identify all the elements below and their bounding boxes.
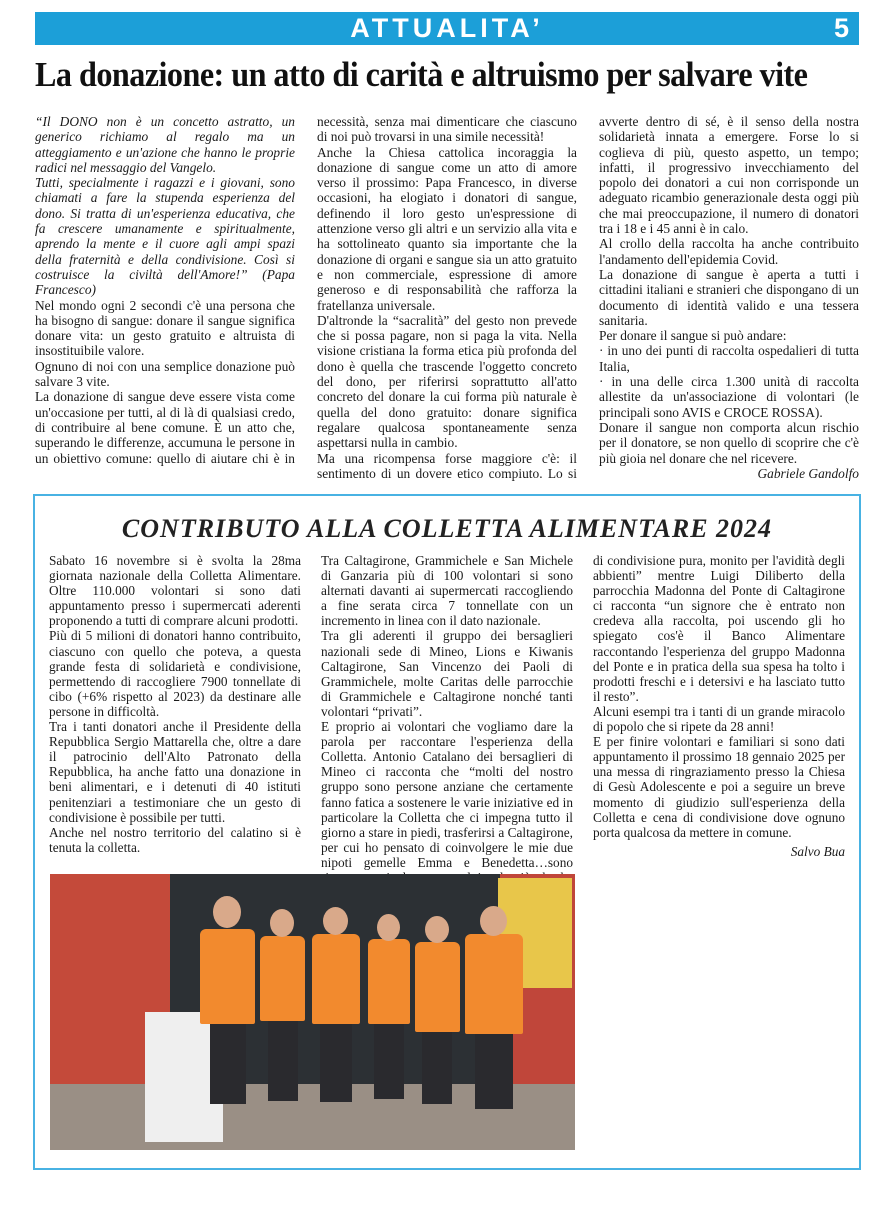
article-author: Gabriele Gandolfo	[757, 465, 859, 481]
volunteer-figure	[200, 929, 255, 1024]
volunteer-legs	[422, 1032, 452, 1104]
volunteer-figure	[260, 936, 305, 1021]
article-list-item: · in una delle circa 1.300 unità di raccolta allestite da un'associazione di volontari (le principali sono AVIS e CROCE ROSSA).	[599, 374, 859, 420]
article-headline: La donazione: un atto di carità e altruismo per salvare vite	[35, 55, 808, 94]
article-list-item: · in uno dei punti di raccolta ospedalieri di tutta Italia,	[599, 343, 859, 374]
article-paragraph: Nel mondo ogni 2 secondi c'è una persona che ha bisogno di sangue: donare il sangue significa donare vita: un gesto gratuito e altruista di insostituibile valore.	[35, 297, 295, 359]
volunteer-head	[270, 909, 294, 937]
volunteer-legs	[374, 1024, 404, 1099]
box-paragraph: E per finire volontari e familiari si sono dati appuntamento il prossimo 18 gennaio 2025 per una messa di ringraziamento presso la Chiesa di Gesù Adolescente e poi a seguire un breve momento di giudizio sull'esperienza della Colletta e cena di condivisione dove ognuno porta qualcosa da mettere in comune.	[593, 734, 845, 840]
box-paragraph: di condivisione pura, monito per l'avidità degli abbienti” mentre Luigi Diliberto della parrocchia Madonna del Ponte di Caltagirone ci racconta “un signore che è entrato non credeva alla raccolta, poi uscendo gli ho spiegato cos'è il Banco Alimentare raccontando l'esperienza del gruppo Madonna del Ponte e in pratica della sua spesa ha tolto i prodotti freschi e i detersivi e ha lasciato tutto il resto”.	[593, 553, 845, 704]
box-paragraph: Più di 5 milioni di donatori hanno contribuito, ciascuno con quello che poteva, a questa grande festa di solidarietà e condivisione, permettendo di raccogliere 7900 tonnellate di cibo (+6% rispetto al 2023) da destinare alle persone in difficoltà.	[49, 628, 301, 719]
article-quote: “Il DONO non è un concetto astratto, un generico richiamo al regalo ma un atteggiamento e un'azione che hanno le proprie radici nel messaggio del Vangelo.	[35, 114, 295, 175]
volunteer-legs	[210, 1024, 246, 1104]
volunteer-legs	[268, 1021, 298, 1101]
article-paragraph: Donare il sangue non comporta alcun rischio per il donatore, se non quello di scoprire che c'è più gioia nel donare che nel ricevere.	[599, 419, 859, 466]
volunteer-head	[377, 914, 400, 941]
volunteer-figure	[415, 942, 460, 1032]
volunteer-legs	[475, 1034, 513, 1109]
box-paragraph: Anche nel nostro territorio del calatino si è tenuta la colletta.	[49, 824, 301, 855]
page-number: 5	[833, 13, 849, 43]
box-paragraph: Tra Caltagirone, Grammichele e San Michele di Ganzaria più di 100 volontari si sono alternati davanti ai supermercati raccogliendo a fine serata circa 7 tonnellate con un incremento in linea con il dato nazionale.	[321, 553, 573, 629]
article-paragraph: Al crollo della raccolta ha anche contribuito l'andamento dell'epidemia Covid.	[599, 236, 859, 267]
volunteer-figure	[368, 939, 410, 1024]
volunteer-head	[480, 906, 507, 936]
volunteers-photo	[50, 874, 575, 1150]
box-paragraph: E proprio ai volontari che vogliamo dare la parola per raccontare l'esperienza della Colletta. Antonio Catalano dei bersaglieri di Mineo ci racconta che “molti del nostro gruppo sono persone anziane che certamente fanno fatica a sostenere le varie iniziative ed in particolare la Colletta che ci impegna tutto il giorno a stare in piedi, trasferirsi a Caltagirone, per cui ho pensato di coinvolgere le mie due nipoti gemelle Emma e Benedetta…sono	[321, 719, 573, 870]
box-paragraph: Tra gli aderenti il gruppo dei bersaglieri nazionali sede di Mineo, Lions e Kiwanis Caltagirone, San Vincenzo dei Paoli di Grammichele, molte Caritas delle parrocchie di Grammichele e Caltagirone nonché tanti volontari “privati”.	[321, 628, 573, 719]
volunteer-figure	[312, 934, 360, 1024]
article-paragraph: Ognuno di noi con una semplice donazione può salvare 3 vite.	[35, 358, 295, 390]
box-author: Salvo Bua	[790, 843, 845, 859]
volunteer-figure	[465, 934, 523, 1034]
article-paragraph: Per donare il sangue si può andare:	[599, 328, 787, 344]
volunteer-head	[425, 916, 449, 943]
box-title: CONTRIBUTO ALLA COLLETTA ALIMENTARE 2024	[121, 514, 773, 543]
box-paragraph: Sabato 16 novembre si è svolta la 28ma giornata nazionale della Colletta Alimentare. Oltre 110.000 volontari si sono dati appuntamento presso i supermercati aderenti proponendo a tutti di comprare alcuni prodotti.	[49, 553, 301, 629]
article-paragraph: La donazione di sangue è aperta a tutti i cittadini italiani e stranieri che dispongano di un documento di identità valido e una tessera sanitaria.	[599, 266, 859, 328]
volunteer-head	[323, 907, 348, 935]
article-paragraph: Anche la Chiesa cattolica incoraggia la donazione di sangue come un atto di amore verso il prossimo: Papa Francesco, in diverse occasioni, ha elogiato i donatori di sangue, definendo il loro gesto un'espressione di attenzione verso gli altri e un servizio alla vita e ha sottolineato quanto sia importante che la donazione di organi e sangue sia un atto gratuito e non commerciale, espressione di amore generoso e di responsabilità che rafforza la fratellanza universale.	[317, 144, 577, 313]
section-header-bar	[35, 12, 859, 45]
box-paragraph: Alcuni esempi tra i tanti di un grande miracolo di popolo che si ripete da 28 anni!	[593, 703, 845, 735]
article-paragraph: Ma una ricompensa forse maggiore c'è: il sentimento di un dovere etico compiuto. Lo si avverte dentro di sé, è il senso della nostra solidarietà innata a emergere. Forse lo si coglieva di più, questo aspetto, un tempo; infatti, il progressivo invecchiamento del popolo dei donatori a cui non corrisponde un adeguato ricambio generazionale desta oggi più che mai preoccupazione, il numero di donatori tra i 18 e i 45 anni è in calo.	[317, 114, 859, 481]
section-title: ATTUALITA’	[350, 13, 544, 43]
volunteer-legs	[320, 1024, 352, 1102]
article-body	[35, 114, 859, 494]
article-quote: Tutti, specialmente i ragazzi e i giovani, sono chiamati a fare la stupenda esperienza del dono. Si tratta di un'esperienza educativa, che fa crescere umanamente e spiritualmente, aprendo la mente e il cuore agli ampi spazi della fraternità e della condivisione. Così si costruisce la civiltà dell'Amore!” (Papa Francesco)	[35, 175, 295, 298]
box-paragraph: Tra i tanti donatori anche il Presidente della Repubblica Sergio Mattarella che, oltre a dare il patrocinio dell'Alto Patronato della Repubblica, ha anche fatto una donazione in beni alimentari, e i detenuti di 40 istituti penitenziari a testimoniare che un gesto di condivisione è possibile per tutti.	[49, 719, 301, 825]
article-paragraph: La donazione di sangue deve essere vista come un'occasione per tutti, al di là di qualsiasi credo, di contribuire al bene comune. È un atto che, superando le differenze, accumuna le persone in un obiettivo comune: quello di aiutare chi è in necessità, senza mai dimenticare che ciascuno di noi può trovarsi in una simile necessità!	[35, 114, 577, 466]
volunteer-head	[213, 896, 241, 928]
article-paragraph: D'altronde la “sacralità” del gesto non prevede che si possa pagare, non si paga la vita. Nella visione cristiana la forma etica più profonda del dono è quella che trascende l'oggetto concreto del dono, per riferirsi soprattutto all'atto concreto del donare la cui forma più naturale è quella del dono gratuito: donare significa regalare qualcosa spontaneamente senza aspettarsi nulla in cambio.	[317, 312, 577, 451]
